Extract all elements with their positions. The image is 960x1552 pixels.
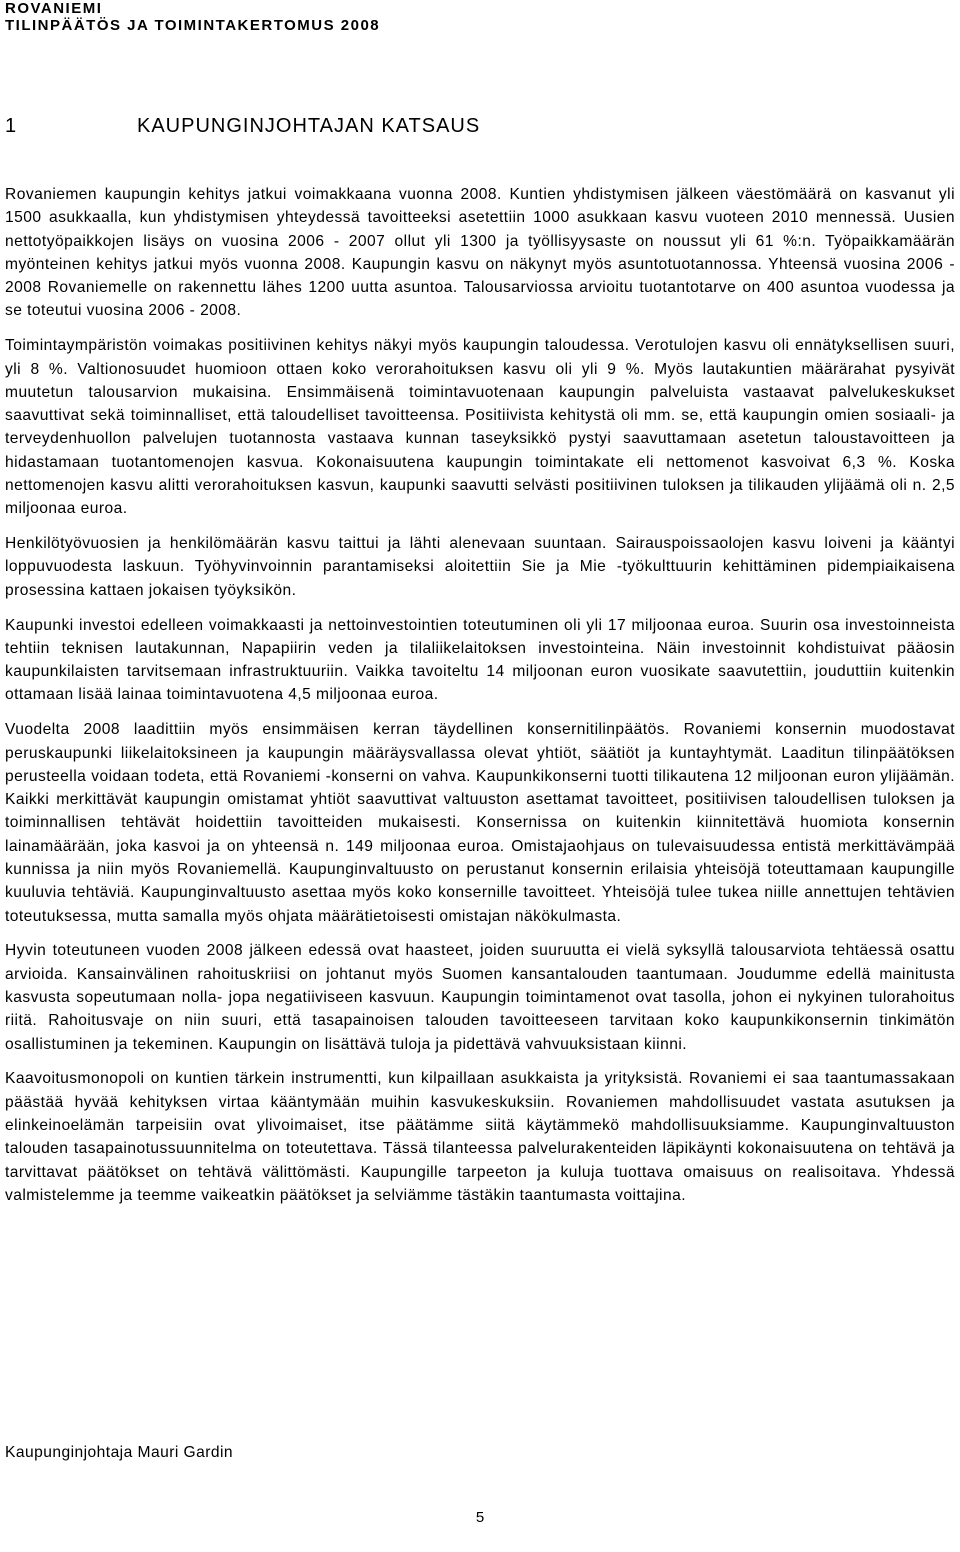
body-text (5, 183, 955, 1219)
signature: Kaupunginjohtaja Mauri Gardin (5, 1444, 234, 1461)
chapter-title: KAUPUNGINJOHTAJAN KATSAUS (137, 115, 481, 137)
paragraph: Kaupunki investoi edelleen voimakkaasti ja nettoinvestointien toteutuminen oli yli 17 miljoonaa euroa. Suurin osa investoinneista tehtiin teknisen lautakunnan, Napapiirin veden ja tilaliikelaitoksen investointeina. Näin investoinnit kohdistuivat pääosin kaupunkilaisten tarvitsemaan infrastruktuuriin. Vaikka tavoiteltu 14 miljoonan euron vuosikate saavutettiin, jouduttiin kuitenkin ottamaan lisää lainaa toimintavuotena 4,5 miljoonaa euroa. (5, 616, 955, 704)
chapter-number: 1 (5, 115, 18, 137)
paragraph: Vuodelta 2008 laadittiin myös ensimmäisen kerran täydellinen konsernitilinpäätös. Rovaniemi konsernin muodostavat peruskaupunki liikelaitoksineen ja kaupungin määräysvallassa olevat yhtiöt, säätiöt ja kuntayhtymät. Laaditun tilinpäätöksen perusteella voidaan todeta, että Rovaniemi -konserni on vahva. Kaupunkikonserni tuotti tilikautena 12 miljoonan euron ylijäämän. Kaikki merkittävät kaupungin omistamat yhtiöt saavuttivat valtuuston asettamat tavoitteet, positiivisen taloudellisen tuloksen ja toiminnallisen tehtävät hoidettiin tavoitteiden mukaisesti. Konsernissa on kuitenkin kiinnitettävä huomiota konsernin lainamäärään, joka kasvoi ja on yhteensä n. 149 miljoonaa euroa. Omistajaohjaus on tulevaisuudessa entistä merkittävämpää kunnissa ja niin myös Rovaniemellä. Kaupunginvaltuusto on perustanut konsernin erilaisia yhteisöjä toteuttamaan kaupungille kuuluvia tehtäviä. Kaupunginvaltuusto asettaa myös koko konsernille tavoitteet. Yhteisöjä tulee tukea niille annettujen tehtävien toteutuksessa, mutta samalla myös ohjata määrätietoisesti omistajan näkökulmasta. (5, 721, 955, 925)
page-number (0, 1508, 960, 1528)
paragraph: Hyvin toteutuneen vuoden 2008 jälkeen edessä ovat haasteet, joiden suuruutta ei vielä syksyllä talousarviota tehtäessä osattu arvioida. Kansainvälinen rahoituskriisi on johtanut myös Suomen kansantalouden taantumaan. Joudumme edellä mainitusta kasvusta sopeutumaan nolla- jopa negatiiviseen kasvuun. Kaupungin toimintamenot ovat tasolla, johon ei nykyinen tulorahoitus riitä. Rahoitusvaje on niin suuri, että tasapainoisen talouden tavoitteeseen tarvitaan koko kaupunkikonsernin tinkimätön osallistuminen ja tekeminen. Kaupungin on lisättävä tuloja ja pidettävä vahvuuksistaan kiinni. (5, 942, 955, 1053)
document-title: TILINPÄÄTÖS JA TOIMINTAKERTOMUS 2008 (5, 17, 381, 34)
page-header (5, 0, 945, 34)
paragraph: Rovaniemen kaupungin kehitys jatkui voimakkaana vuonna 2008. Kuntien yhdistymisen jälkeen väestömäärä on kasvanut yli 1500 asukkaalla, kun yhdistymisen yhteydessä tavoitteeksi asetettiin 1000 asukkaan kasvu vuoteen 2010 mennessä. Uusien nettotyöpaikkojen lisäys on vuosina 2006 - 2007 ollut yli 1300 ja työllisyysaste on noussut yli 61 %:n. Työpaikkamäärän myönteinen kehitys jatkui myös vuonna 2008. Kaupungin kasvu on näkynyt myös asuntotuotannossa. Yhteensä vuosina 2006 - 2008 Rovaniemelle on rakennettu lähes 1200 uutta asuntoa. Talousarviossa arvioitu tuotantotarve on 400 asuntoa vuodessa ja se toteutui vuosina 2006 - 2008. (5, 186, 955, 320)
page-number-value: 5 (475, 1509, 485, 1526)
paragraph: Toimintaympäristön voimakas positiivinen kehitys näkyi myös kaupungin taloudessa. Verotulojen kasvu oli ennätyksellisen suuri, yli 8 %. Valtionosuudet huomioon ottaen koko verorahoituksen kasvu oli yli 9 %. Myös lautakuntien määrärahat pysyivät muutetun talousarvion mukaisina. Ensimmäisenä toimintavuotenaan kaupungin palveluista vastaavat palvelukeskukset saavuttivat sekä toiminnalliset, että taloudelliset tavoitteensa. Positiivista kehitystä oli mm. se, että kaupungin omien sosiaali- ja terveydenhuollon palvelujen tuotannosta vastaava kunnan taseyksikkö pystyi saavuttamaan asetetun taloustavoitteen ja hidastamaan tuotantomenojen kasvua. Kokonaisuutena kaupungin toimintakate eli nettomenot kasvoivat 6,3 %. Koska nettomenojen kasvu alitti verorahoituksen kasvun, kaupunki saavutti selvästi positiivinen tuloksen ja tilikauden ylijäämä oli n. 2,5 miljoonaa euroa. (5, 337, 955, 518)
chapter-heading (5, 114, 945, 138)
paragraph: Kaavoitusmonopoli on kuntien tärkein instrumentti, kun kilpaillaan asukkaista ja yrityksistä. Rovaniemi ei saa taantumassakaan päästää hyvää kehityksen virtaa kääntymään muihin kasvukeskuksiin. Rovaniemen mahdollisuudet vastata asutuksen ja elinkeinoelämän tarpeisiin ovat ylivoimaiset, itse päätämme siitä käytämmekö mahdollisuuksiamme. Kaupunginvaltuuston talouden tasapainotussuunnitelma on toteutettava. Tässä tilanteessa palvelurakenteiden läpikäynti kokonaisuutena on tehtävä ja tarvittavat päätökset on tehtävä välittömästi. Kaupungille tarpeeton ja kuluja tuottava omaisuus on realisoitava. Yhdessä valmistelemme ja teemme vaikeatkin päätökset ja selviämme tästäkin taantumasta voittajina. (5, 1070, 955, 1204)
organization-name: ROVANIEMI (5, 0, 103, 17)
paragraph: Henkilötyövuosien ja henkilömäärän kasvu taittui ja lähti alenevaan suuntaan. Sairauspoissaolojen kasvu loiveni ja kääntyi loppuvuodesta laskuun. Työhyvinvoinnin parantamiseksi aloitettiin Sie ja Mie -työkulttuurin kehittäminen pidempiaikaisena prosessina kattaen jokaisen työyksikön. (5, 535, 955, 599)
